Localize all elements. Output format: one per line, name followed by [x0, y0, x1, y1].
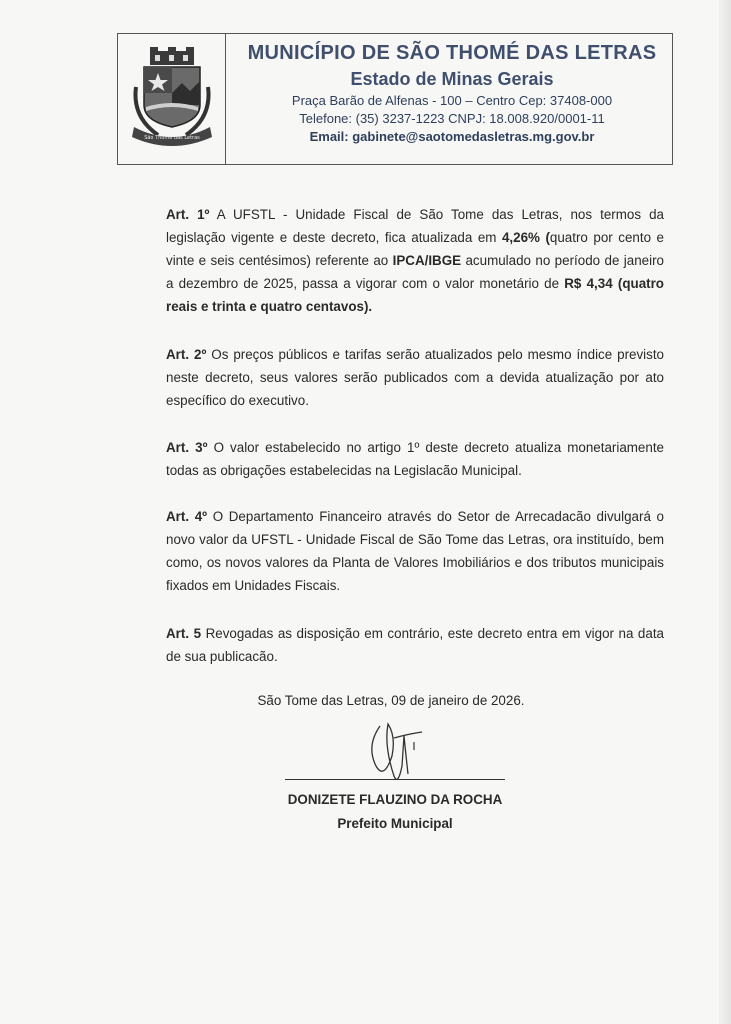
article-3-text: O valor estabelecido no artigo 1º deste decreto atualiza monetariamente todas as obrigações estabelecidas na Legislacão Municipal.: [166, 440, 664, 478]
article-1-text-3: acumulado no período de janeiro a dezembro de 2025, passa a vigorar com o valor monetário de: [166, 253, 664, 291]
phone-line: Telefone: (35) 3237-1223 CNPJ: 18.008.920/0001-11: [299, 111, 605, 126]
svg-text:São Thomé das Letras: São Thomé das Letras: [144, 135, 200, 141]
article-2-label: Art. 2º: [166, 347, 207, 362]
letterhead-text: [232, 42, 672, 144]
signature-icon: [358, 716, 438, 788]
article-2: [118, 343, 664, 412]
article-5-text: Revogadas as disposição em contrário, este decreto entra em vigor na data de sua publicacão.: [166, 626, 664, 664]
article-1-index: IPCA/IBGE: [392, 253, 462, 268]
article-1-text-1: A UFSTL - Unidade Fiscal de São Tome das Letras, nos termos da legislação vigente e deste decreto, fica atualizada em: [166, 207, 664, 245]
article-5: [118, 622, 664, 668]
article-1-rate: 4,26% (: [501, 230, 550, 245]
signature-line: [285, 779, 505, 780]
article-1-label: Art. 1º: [166, 207, 210, 222]
article-4-label: Art. 4º: [166, 509, 208, 524]
coat-of-arms-icon: [128, 47, 216, 147]
municipality-name: MUNICÍPIO DE SÃO THOMÉ DAS LETRAS: [247, 42, 657, 64]
state-name: Estado de Minas Gerais: [350, 69, 554, 89]
article-1-text-2: quatro por cento e vinte e seis centésimos) referente ao: [166, 230, 664, 268]
article-4: [118, 505, 664, 597]
article-2-text: Os preços públicos e tarifas serão atualizados pelo mesmo índice previsto neste decreto, seus valores serão publicados com a devida atualização por ato específico do executivo.: [166, 347, 665, 408]
letterhead-divider: [225, 33, 226, 165]
article-3: [118, 436, 664, 482]
article-5-label: Art. 5: [166, 626, 202, 641]
page-edge-shadow: [719, 0, 731, 1024]
email-line: Email: gabinete@saotomedasletras.mg.gov.br: [309, 129, 595, 144]
place-and-date: São Tome das Letras, 09 de janeiro de 2026.: [257, 693, 525, 708]
signer-name: DONIZETE FLAUZINO DA ROCHA: [287, 792, 503, 807]
article-4-text: O Departamento Financeiro através do Setor de Arrecadacão divulgará o novo valor da UFSTL - Unidade Fiscal de São Tome das Letras, ora instituído, bem como, os novos valores da Planta de Valores Imobiliários e dos tributos municipais fixados em Unidades Fiscais.: [166, 509, 664, 593]
article-1: [118, 203, 664, 318]
article-3-label: Art. 3º: [166, 440, 208, 455]
signer-role: Prefeito Municipal: [337, 816, 453, 831]
address-line: Praça Barão de Alfenas - 100 – Centro Cep: 37408-000: [291, 93, 613, 108]
article-1-value: R$ 4,34 (quatro reais e trinta e quatro centavos).: [166, 276, 664, 314]
